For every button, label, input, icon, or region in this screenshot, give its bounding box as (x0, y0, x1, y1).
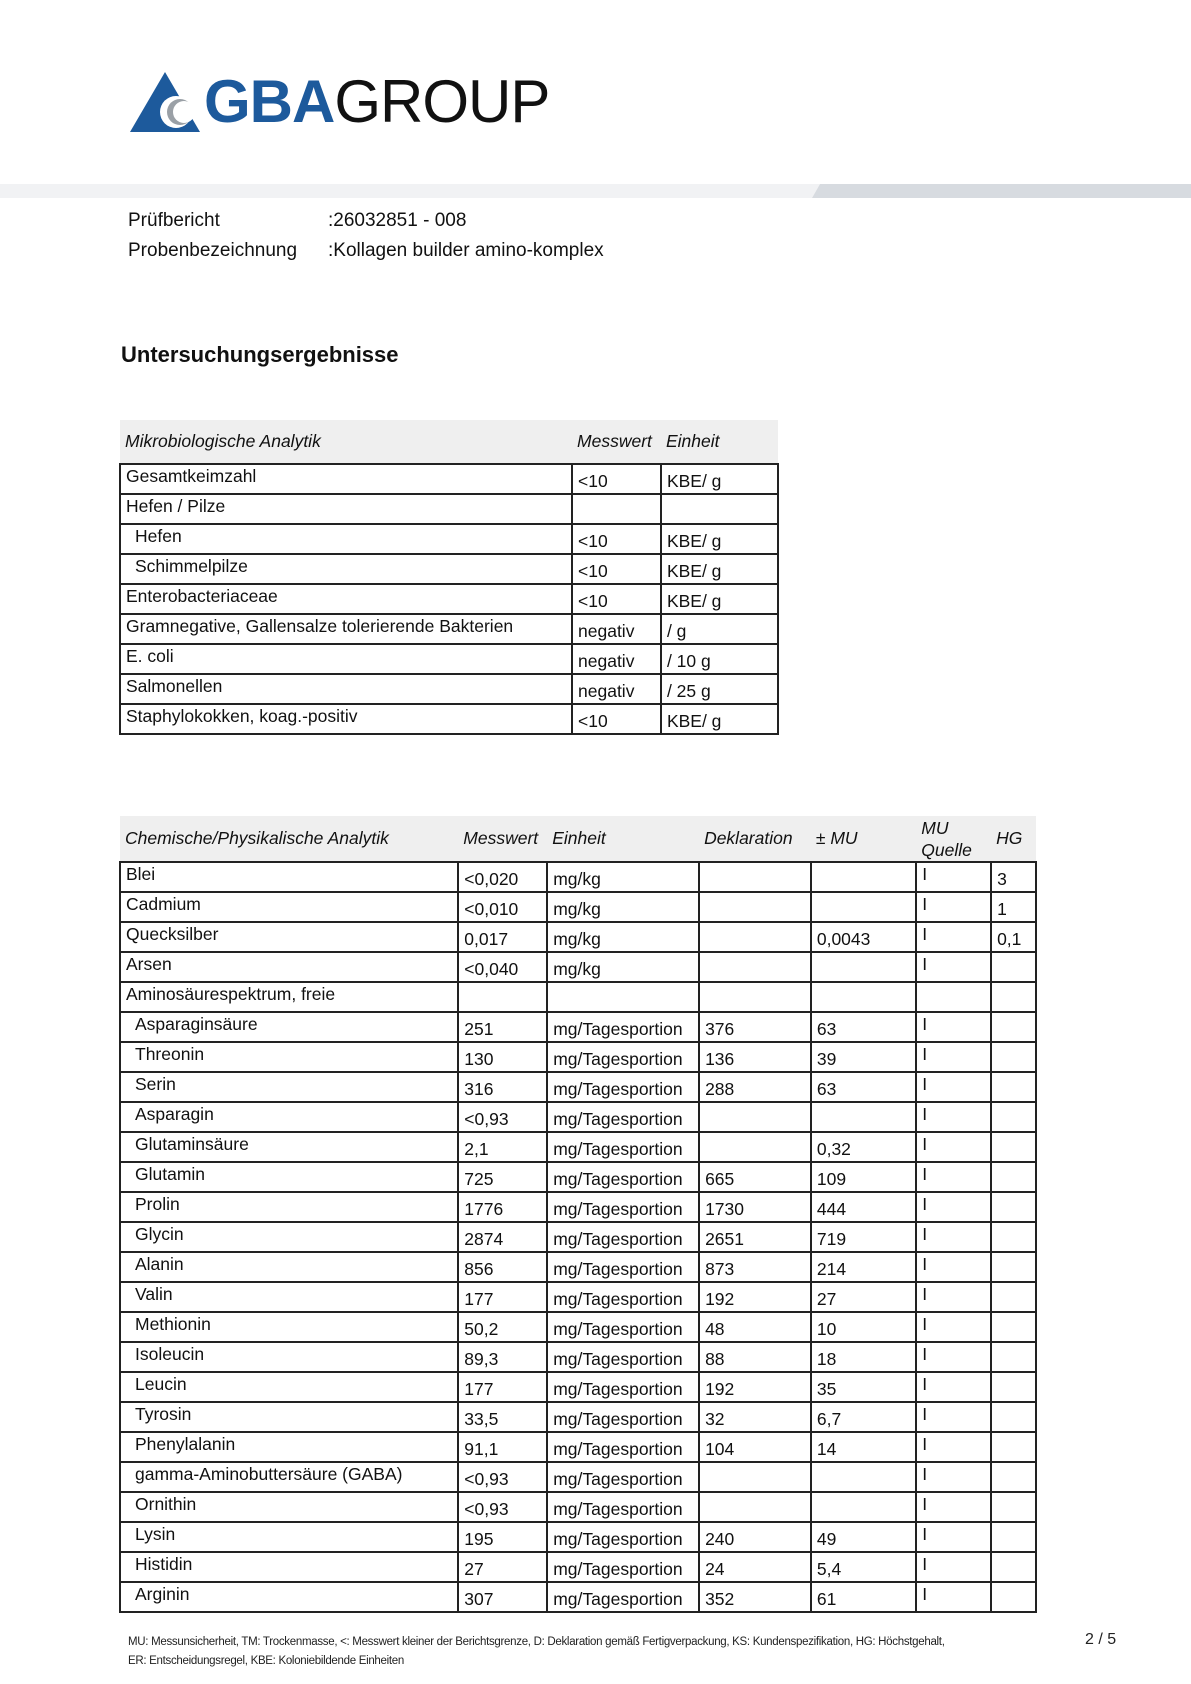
chem-cell-name: Threonin (120, 1042, 458, 1072)
chem-cell-name: Glutaminsäure (120, 1132, 458, 1162)
micro-cell-name: Staphylokokken, koag.-positiv (120, 704, 572, 734)
micro-cell-value: <10 (572, 554, 661, 584)
chem-cell-unit: mg/Tagesportion (547, 1012, 699, 1042)
micro-header-einheit: Einheit (661, 420, 778, 464)
chem-header-einheit: Einheit (547, 816, 699, 862)
chem-cell-unit: mg/Tagesportion (547, 1102, 699, 1132)
chem-cell-value: 91,1 (458, 1432, 547, 1462)
chem-row (120, 1372, 1036, 1402)
chem-cell-unit: mg/Tagesportion (547, 1072, 699, 1102)
chem-cell-name: Alanin (120, 1252, 458, 1282)
gba-group-logo (130, 68, 550, 135)
page-number: 2 / 5 (1085, 1631, 1117, 1648)
chem-header-messwert: Messwert (458, 816, 547, 862)
chem-cell-unit: mg/Tagesportion (547, 1372, 699, 1402)
chem-cell-decl: 32 (699, 1402, 811, 1432)
micro-cell-name: Gramnegative, Gallensalze tolerierende Bakterien (120, 614, 572, 644)
chem-cell-mu-source: I (916, 1222, 991, 1252)
logo-wordmark (204, 68, 550, 135)
chem-row (120, 1582, 1036, 1612)
chem-cell-unit: mg/Tagesportion (547, 1492, 699, 1522)
chem-header-analytik: Chemische/Physikalische Analytik (120, 816, 458, 862)
chem-cell-decl: 288 (699, 1072, 811, 1102)
chem-cell-value: 33,5 (458, 1402, 547, 1432)
micro-cell-unit (661, 494, 778, 524)
meta-label: Prüfbericht (128, 210, 220, 231)
chem-cell-mu-source: I (916, 1132, 991, 1162)
chem-cell-value: 0,017 (458, 922, 547, 952)
chem-cell-mu (811, 892, 916, 922)
chem-cell-name: Lysin (120, 1522, 458, 1552)
chem-cell-mu (811, 1102, 916, 1132)
chem-cell-name: Arsen (120, 952, 458, 982)
micro-row (120, 584, 778, 614)
micro-cell-name: Hefen (120, 524, 572, 554)
chem-cell-mu: 49 (811, 1522, 916, 1552)
chem-row (120, 1072, 1036, 1102)
micro-row (120, 464, 778, 494)
chem-cell-mu-source: I (916, 922, 991, 952)
chem-cell-mu: 63 (811, 1072, 916, 1102)
micro-row (120, 704, 778, 734)
chem-cell-mu-source: I (916, 1192, 991, 1222)
chem-cell-hg (991, 1372, 1036, 1402)
chem-row (120, 1222, 1036, 1252)
chem-cell-hg (991, 1102, 1036, 1132)
chem-row (120, 1252, 1036, 1282)
footer-legend (128, 1633, 945, 1671)
chem-header-row (120, 816, 1036, 862)
chem-cell-hg (991, 1402, 1036, 1432)
chem-cell-hg: 1 (991, 892, 1036, 922)
chem-cell-decl (699, 1462, 811, 1492)
chem-cell-decl: 665 (699, 1162, 811, 1192)
chem-cell-unit: mg/Tagesportion (547, 1042, 699, 1072)
chem-cell-decl: 2651 (699, 1222, 811, 1252)
micro-cell-unit: KBE/ g (661, 554, 778, 584)
chem-row (120, 952, 1036, 982)
chem-cell-value: 1776 (458, 1192, 547, 1222)
chem-cell-value: 251 (458, 1012, 547, 1042)
chem-cell-mu (811, 982, 916, 1012)
chem-cell-unit: mg/Tagesportion (547, 1402, 699, 1432)
micro-row (120, 674, 778, 704)
chem-row (120, 1462, 1036, 1492)
chem-cell-unit: mg/Tagesportion (547, 1132, 699, 1162)
chem-row (120, 1162, 1036, 1192)
chem-cell-mu: 63 (811, 1012, 916, 1042)
chem-cell-hg (991, 1012, 1036, 1042)
chem-cell-mu-source: I (916, 1522, 991, 1552)
chem-cell-mu: 444 (811, 1192, 916, 1222)
micro-header-row (120, 420, 778, 464)
micro-header-analytik: Mikrobiologische Analytik (120, 420, 572, 464)
chem-cell-value: 2,1 (458, 1132, 547, 1162)
chem-cell-unit: mg/Tagesportion (547, 1282, 699, 1312)
chem-cell-decl (699, 892, 811, 922)
chem-row (120, 1522, 1036, 1552)
micro-cell-unit: KBE/ g (661, 704, 778, 734)
chem-cell-value: 316 (458, 1072, 547, 1102)
chem-cell-mu-source: I (916, 1552, 991, 1582)
micro-cell-value: <10 (572, 524, 661, 554)
meta-label: Probenbezeichnung (128, 240, 298, 261)
chem-cell-name: Serin (120, 1072, 458, 1102)
chem-row (120, 1552, 1036, 1582)
chem-cell-unit: mg/kg (547, 862, 699, 892)
chem-cell-mu: 10 (811, 1312, 916, 1342)
page-header (0, 0, 1191, 185)
chem-cell-name: Asparaginsäure (120, 1012, 458, 1042)
chem-cell-decl: 873 (699, 1252, 811, 1282)
chem-cell-mu: 0,32 (811, 1132, 916, 1162)
chem-row (120, 1012, 1036, 1042)
chem-cell-name: Tyrosin (120, 1402, 458, 1432)
chem-row (120, 1432, 1036, 1462)
micro-cell-name: Salmonellen (120, 674, 572, 704)
chem-cell-hg (991, 1222, 1036, 1252)
chem-cell-unit (547, 982, 699, 1012)
chem-cell-hg: 3 (991, 862, 1036, 892)
chem-cell-mu: 61 (811, 1582, 916, 1612)
meta-value: :Kollagen builder amino-komplex (328, 240, 604, 261)
chem-cell-hg (991, 1042, 1036, 1072)
chem-cell-value: <0,040 (458, 952, 547, 982)
micro-cell-name: Schimmelpilze (120, 554, 572, 584)
chem-cell-unit: mg/kg (547, 922, 699, 952)
chem-cell-mu-source: I (916, 1402, 991, 1432)
gba-logo-icon (130, 72, 200, 132)
chem-cell-value: 27 (458, 1552, 547, 1582)
chem-cell-name: Blei (120, 862, 458, 892)
micro-cell-name: E. coli (120, 644, 572, 674)
chem-cell-mu-source: I (916, 892, 991, 922)
chem-cell-value: 2874 (458, 1222, 547, 1252)
chem-cell-mu-source: I (916, 1282, 991, 1312)
micro-row (120, 494, 778, 524)
chem-cell-mu (811, 862, 916, 892)
chem-cell-value: 856 (458, 1252, 547, 1282)
chem-cell-name: Glutamin (120, 1162, 458, 1192)
chem-cell-hg (991, 1462, 1036, 1492)
chem-cell-value: <0,010 (458, 892, 547, 922)
chem-cell-decl: 192 (699, 1372, 811, 1402)
chem-cell-value: <0,020 (458, 862, 547, 892)
chem-cell-mu: 719 (811, 1222, 916, 1252)
chem-cell-decl: 48 (699, 1312, 811, 1342)
chem-cell-mu-source: I (916, 1492, 991, 1522)
chem-cell-unit: mg/Tagesportion (547, 1432, 699, 1462)
chem-cell-decl (699, 922, 811, 952)
chem-cell-mu-source: I (916, 1432, 991, 1462)
chem-cell-decl: 376 (699, 1012, 811, 1042)
chem-cell-decl: 104 (699, 1432, 811, 1462)
chem-cell-name: Leucin (120, 1372, 458, 1402)
chem-row (120, 922, 1036, 952)
chem-cell-mu-source: I (916, 1162, 991, 1192)
chem-cell-mu: 0,0043 (811, 922, 916, 952)
chem-cell-value: 130 (458, 1042, 547, 1072)
chem-cell-decl (699, 952, 811, 982)
chem-cell-mu-source: I (916, 952, 991, 982)
micro-header-messwert: Messwert (572, 420, 661, 464)
chem-cell-value: 725 (458, 1162, 547, 1192)
chem-cell-value: 89,3 (458, 1342, 547, 1372)
chem-cell-decl: 192 (699, 1282, 811, 1312)
chem-cell-mu: 14 (811, 1432, 916, 1462)
micro-cell-unit: KBE/ g (661, 464, 778, 494)
chem-cell-name: Valin (120, 1282, 458, 1312)
chem-cell-unit: mg/Tagesportion (547, 1252, 699, 1282)
micro-cell-value: negativ (572, 674, 661, 704)
chem-cell-mu-source: I (916, 1012, 991, 1042)
chem-cell-decl: 136 (699, 1042, 811, 1072)
chem-cell-mu-source: I (916, 1582, 991, 1612)
chem-cell-name: Cadmium (120, 892, 458, 922)
chem-row (120, 1402, 1036, 1432)
micro-cell-name: Enterobacteriaceae (120, 584, 572, 614)
chem-cell-mu: 6,7 (811, 1402, 916, 1432)
micro-cell-name: Hefen / Pilze (120, 494, 572, 524)
chem-row (120, 1102, 1036, 1132)
chem-cell-hg (991, 1132, 1036, 1162)
footer-line-2: ER: Entscheidungsregel, KBE: Koloniebildende Einheiten (128, 1655, 404, 1667)
chem-cell-name: Quecksilber (120, 922, 458, 952)
chem-cell-name: Histidin (120, 1552, 458, 1582)
chem-cell-decl (699, 862, 811, 892)
chem-cell-mu: 109 (811, 1162, 916, 1192)
chem-cell-mu (811, 952, 916, 982)
chem-cell-mu-source: I (916, 1252, 991, 1282)
chem-cell-mu: 214 (811, 1252, 916, 1282)
chem-cell-hg (991, 1252, 1036, 1282)
chem-cell-unit: mg/Tagesportion (547, 1312, 699, 1342)
chem-cell-hg (991, 1162, 1036, 1192)
chem-cell-value: <0,93 (458, 1462, 547, 1492)
chem-cell-value: <0,93 (458, 1492, 547, 1522)
chem-cell-unit: mg/Tagesportion (547, 1552, 699, 1582)
chem-cell-hg (991, 1312, 1036, 1342)
chem-table (119, 816, 1037, 1613)
chem-row (120, 862, 1036, 892)
chem-cell-decl (699, 1492, 811, 1522)
micro-cell-unit: / 10 g (661, 644, 778, 674)
chem-cell-decl (699, 982, 811, 1012)
chem-cell-mu-source: I (916, 862, 991, 892)
micro-cell-value: <10 (572, 704, 661, 734)
micro-cell-unit: KBE/ g (661, 524, 778, 554)
chem-cell-value: 177 (458, 1372, 547, 1402)
section-title: Untersuchungsergebnisse (121, 342, 399, 367)
chem-header-mu: ± MU (811, 816, 916, 862)
chem-cell-unit: mg/Tagesportion (547, 1462, 699, 1492)
chem-cell-mu-source: I (916, 1072, 991, 1102)
chem-cell-unit: mg/Tagesportion (547, 1522, 699, 1552)
chem-cell-mu (811, 1462, 916, 1492)
chem-cell-mu-source (916, 982, 991, 1012)
chem-cell-hg (991, 1552, 1036, 1582)
chem-cell-value: 307 (458, 1582, 547, 1612)
chem-cell-hg (991, 982, 1036, 1012)
chem-cell-unit: mg/Tagesportion (547, 1342, 699, 1372)
chem-header-deklaration: Deklaration (699, 816, 811, 862)
chem-cell-decl (699, 1132, 811, 1162)
chem-row (120, 1042, 1036, 1072)
header-divider-stripe (0, 184, 1191, 198)
chem-cell-mu: 39 (811, 1042, 916, 1072)
micro-row (120, 614, 778, 644)
chem-cell-mu-source: I (916, 1462, 991, 1492)
micro-cell-value: <10 (572, 584, 661, 614)
chem-cell-hg (991, 1342, 1036, 1372)
chem-cell-mu-source: I (916, 1342, 991, 1372)
chem-cell-hg: 0,1 (991, 922, 1036, 952)
chem-cell-hg (991, 1192, 1036, 1222)
chem-cell-hg (991, 952, 1036, 982)
chem-cell-hg (991, 1282, 1036, 1312)
chem-cell-unit: mg/Tagesportion (547, 1582, 699, 1612)
footer-line-1: MU: Messunsicherheit, TM: Trockenmasse, <: Messwert kleiner der Berichtsgrenze, D: Deklaration gemäß Fertigverpackung, KS: Kundenspezifikation, HG: Höchstgehalt, (128, 1636, 945, 1648)
micro-cell-name: Gesamtkeimzahl (120, 464, 572, 494)
chem-cell-decl: 240 (699, 1522, 811, 1552)
logo-gba-text: GBA (204, 68, 335, 135)
micro-cell-unit: / g (661, 614, 778, 644)
chem-cell-name: Phenylalanin (120, 1432, 458, 1462)
chem-cell-name: Aminosäurespektrum, freie (120, 982, 458, 1012)
chem-cell-mu-source: I (916, 1042, 991, 1072)
chem-cell-hg (991, 1522, 1036, 1552)
chem-cell-hg (991, 1492, 1036, 1522)
chem-cell-unit: mg/kg (547, 952, 699, 982)
micro-row (120, 644, 778, 674)
chem-row (120, 892, 1036, 922)
micro-cell-value (572, 494, 661, 524)
chem-cell-mu-source: I (916, 1312, 991, 1342)
micro-cell-value: negativ (572, 644, 661, 674)
chem-cell-value: 50,2 (458, 1312, 547, 1342)
chem-cell-mu: 35 (811, 1372, 916, 1402)
micro-row (120, 524, 778, 554)
chem-cell-decl: 88 (699, 1342, 811, 1372)
chem-cell-name: gamma-Aminobuttersäure (GABA) (120, 1462, 458, 1492)
micro-row (120, 554, 778, 584)
chem-cell-decl: 1730 (699, 1192, 811, 1222)
chem-cell-name: Arginin (120, 1582, 458, 1612)
chem-row (120, 1492, 1036, 1522)
chem-cell-value: <0,93 (458, 1102, 547, 1132)
chem-cell-hg (991, 1072, 1036, 1102)
chem-cell-unit: mg/Tagesportion (547, 1222, 699, 1252)
chem-header-mu-quelle: MU Quelle (916, 816, 991, 862)
micro-table (119, 420, 779, 735)
meta-value: :26032851 - 008 (328, 210, 467, 231)
chem-cell-mu-source: I (916, 1372, 991, 1402)
chem-cell-unit: mg/kg (547, 892, 699, 922)
chem-cell-name: Asparagin (120, 1102, 458, 1132)
micro-cell-unit: / 25 g (661, 674, 778, 704)
micro-cell-value: negativ (572, 614, 661, 644)
chem-cell-mu: 18 (811, 1342, 916, 1372)
chem-cell-unit: mg/Tagesportion (547, 1192, 699, 1222)
chem-cell-name: Prolin (120, 1192, 458, 1222)
chem-cell-unit: mg/Tagesportion (547, 1162, 699, 1192)
chem-cell-mu: 27 (811, 1282, 916, 1312)
chem-cell-name: Isoleucin (120, 1342, 458, 1372)
chem-header-hg: HG (991, 816, 1036, 862)
chem-cell-decl: 352 (699, 1582, 811, 1612)
chem-cell-value: 177 (458, 1282, 547, 1312)
chem-row (120, 1312, 1036, 1342)
chem-cell-value (458, 982, 547, 1012)
chem-cell-mu: 5,4 (811, 1552, 916, 1582)
chem-cell-hg (991, 1432, 1036, 1462)
chem-cell-decl (699, 1102, 811, 1132)
chem-row (120, 1132, 1036, 1162)
chem-cell-name: Methionin (120, 1312, 458, 1342)
chem-cell-value: 195 (458, 1522, 547, 1552)
micro-cell-value: <10 (572, 464, 661, 494)
chem-row (120, 982, 1036, 1012)
chem-row (120, 1282, 1036, 1312)
chem-row (120, 1192, 1036, 1222)
chem-cell-name: Glycin (120, 1222, 458, 1252)
chem-row (120, 1342, 1036, 1372)
chem-cell-mu-source: I (916, 1102, 991, 1132)
chem-cell-hg (991, 1582, 1036, 1612)
chem-cell-decl: 24 (699, 1552, 811, 1582)
logo-group-text: GROUP (334, 68, 550, 135)
micro-cell-unit: KBE/ g (661, 584, 778, 614)
chem-cell-name: Ornithin (120, 1492, 458, 1522)
chem-cell-mu (811, 1492, 916, 1522)
